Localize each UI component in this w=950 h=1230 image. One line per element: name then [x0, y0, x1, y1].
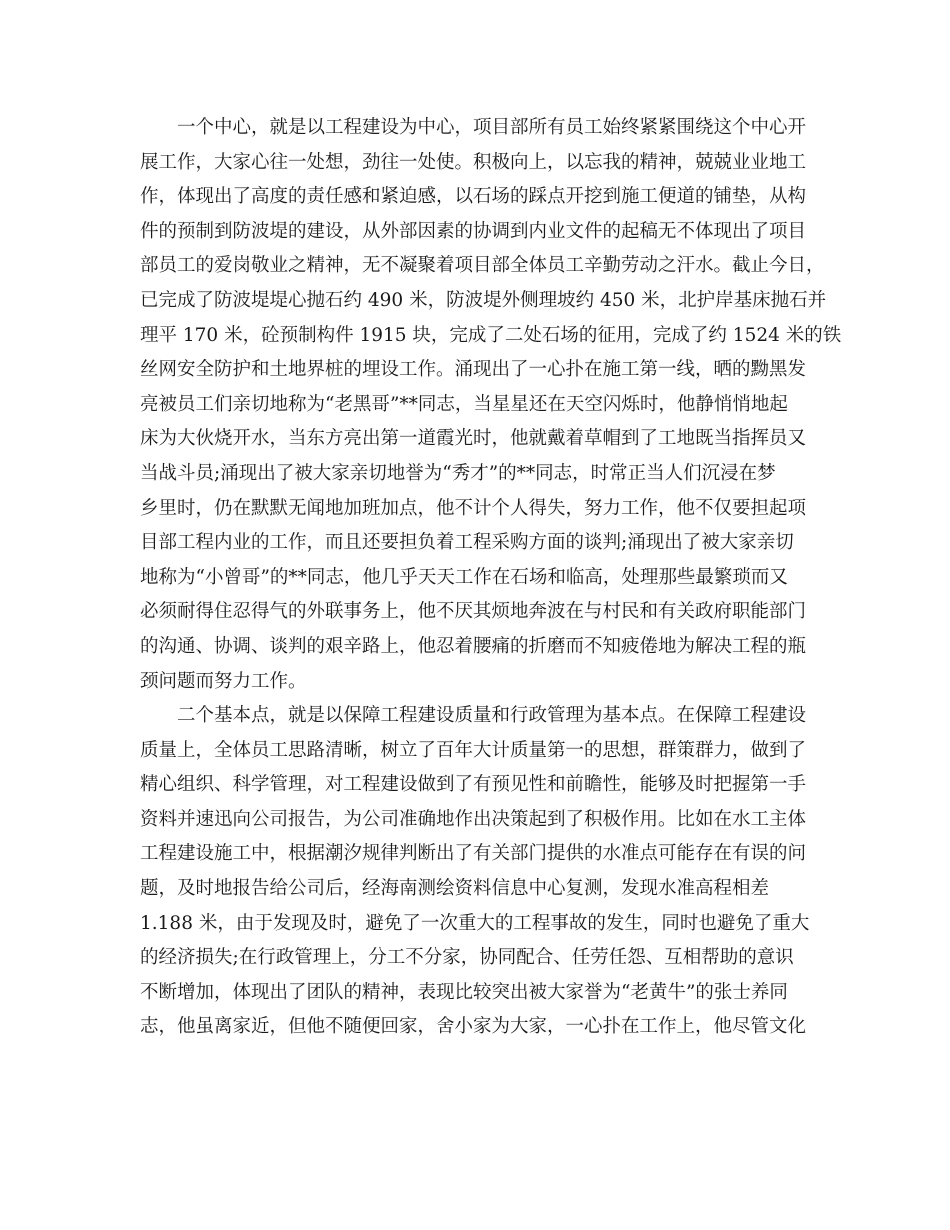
paragraph-line: 必须耐得住忍得气的外联事务上，他不厌其烦地奔波在与村民和有关政府职能部门: [140, 601, 807, 623]
paragraph-line: 理平 170 米，砼预制构件 1915 块，完成了二处石场的征用，完成了约 1524 米的铁: [140, 324, 842, 346]
paragraph-line: 质量上，全体员工思路清晰，树立了百年大计质量第一的思想，群策群力，做到了: [140, 739, 807, 761]
paragraph-line: 精心组织、科学管理，对工程建设做到了有预见性和前瞻性，能够及时把握第一手: [140, 774, 807, 796]
paragraph-line: 志，他虽离家近，但他不随便回家，舍小家为大家，一心扑在工作上，他尽管文化: [140, 1016, 807, 1038]
paragraph-line: 丝网安全防护和土地界桩的埋设工作。涌现出了一心扑在施工第一线，晒的黝黑发: [140, 359, 807, 381]
paragraph-line: 亮被员工们亲切地称为“老黑哥”**同志，当星星还在天空闪烁时，他静悄悄地起: [140, 393, 788, 415]
paragraph-line: 资料并速迅向公司报告，为公司准确地作出决策起到了积极作用。比如在水工主体: [140, 808, 807, 830]
paragraph-line: 一个中心，就是以工程建设为中心，项目部所有员工始终紧紧围绕这个中心开: [177, 117, 807, 138]
paragraph-line: 颈问题而努力工作。: [140, 670, 307, 692]
paragraph-line: 不断增加，体现出了团队的精神，表现比较突出被大家誉为“老黄牛”的张士养同: [140, 981, 788, 1003]
paragraph-line: 地称为“小曾哥”的**同志，他几乎天天工作在石场和临高，处理那些最繁琐而又: [140, 566, 788, 588]
paragraph-line: 工程建设施工中，根据潮汐规律判断出了有关部门提供的水准点可能存在有误的问: [140, 843, 807, 865]
paragraph-line: 的经济损失;在行政管理上，分工不分家，协同配合、任劳任怨、互相帮助的意识: [140, 947, 794, 969]
paragraph-one-center: [140, 111, 842, 699]
paragraph-line: 二个基本点，就是以保障工程建设质量和行政管理为基本点。在保障工程建设: [177, 705, 807, 727]
paragraph-line: 部员工的爱岗敬业之精神，无不凝聚着项目部全体员工辛勤劳动之汗水。截止今日，: [140, 255, 825, 277]
paragraph-line: 当战斗员;涌现出了被大家亲切地誉为“秀才”的**同志，时常正当人们沉浸在梦: [140, 462, 776, 484]
paragraph-line: 作，体现出了高度的责任感和紧迫感，以石场的踩点开挖到施工便道的铺垫，从构: [140, 186, 807, 208]
paragraph-line: 的沟通、协调、谈判的艰辛路上，他忍着腰痛的折磨而不知疲倦地为解决工程的瓶: [140, 635, 807, 657]
paragraph-line: 已完成了防波堤堤心抛石约 490 米，防波堤外侧理坡约 450 米，北护岸基床抛石并: [140, 289, 827, 311]
paragraph-line: 展工作，大家心往一处想，劲往一处使。积极向上，以忘我的精神，兢兢业业地工: [140, 151, 807, 173]
paragraph-line: 件的预制到防波堤的建设，从外部因素的协调到内业文件的起稿无不体现出了项目: [140, 220, 807, 242]
document-body: [140, 111, 842, 1045]
paragraph-two-basic-points: [140, 699, 820, 1045]
paragraph-line: 床为大伙烧开水，当东方亮出第一道霞光时，他就戴着草帽到了工地既当指挥员又: [140, 428, 807, 450]
paragraph-line: 1.188 米，由于发现及时，避免了一次重大的工程事故的发生，同时也避免了重大: [140, 912, 810, 934]
paragraph-line: 乡里时，仍在默默无闻地加班加点，他不计个人得失，努力工作，他不仅要担起项: [140, 497, 807, 519]
paragraph-line: 题，及时地报告给公司后，经海南测绘资料信息中心复测，发现水准高程相差: [140, 878, 770, 900]
paragraph-line: 目部工程内业的工作，而且还要担负着工程采购方面的谈判;涌现出了被大家亲切: [140, 532, 794, 554]
